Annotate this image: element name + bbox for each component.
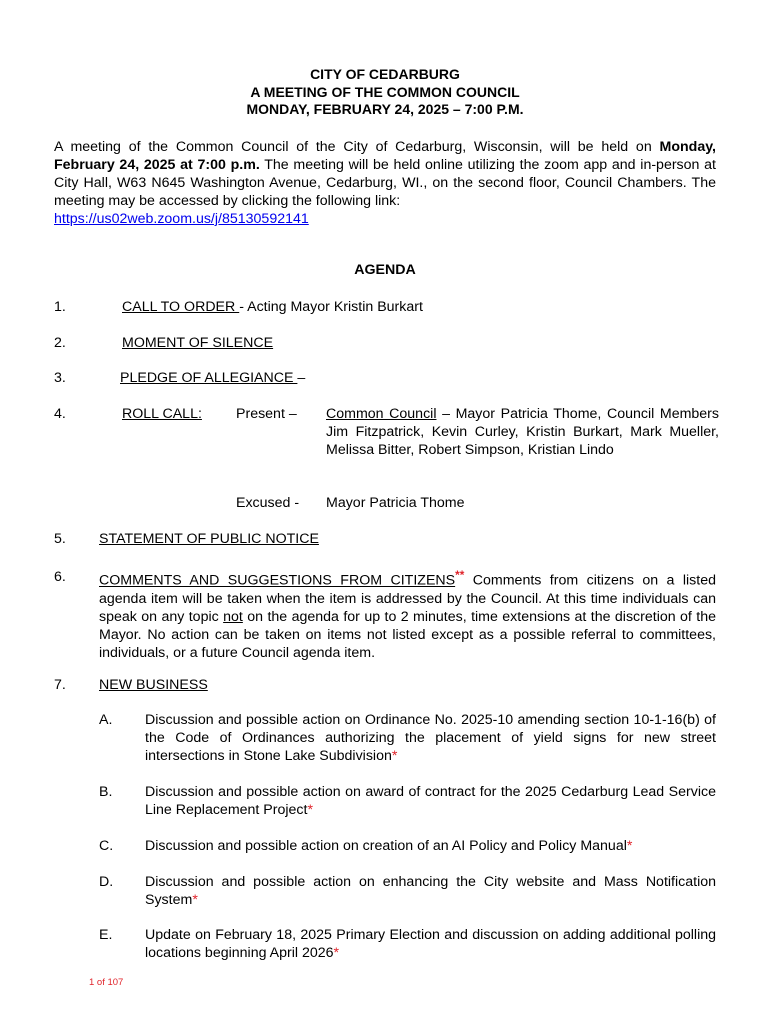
- sub-e-body: Update on February 18, 2025 Primary Election and discussion on adding additional polling locations beginning April 2026: [145, 927, 716, 961]
- sub-e-letter: E.: [99, 927, 113, 943]
- item-2-number: 2.: [54, 335, 66, 351]
- item-7-number: 7.: [54, 677, 66, 693]
- sub-a-body: Discussion and possible action on Ordinance No. 2025-10 amending section 10-1-16(b) of the Code of Ordinances authorizing the placement of yield signs for new street intersections in Stone Lake Subdivision: [145, 712, 716, 764]
- sub-b-text: [145, 783, 716, 819]
- item-6-body: [99, 566, 716, 662]
- intro-text-a: A meeting of the Common Council of the City of Cedarburg, Wisconsin, will be held on: [54, 139, 660, 155]
- sub-d-body: Discussion and possible action on enhancing the City website and Mass Notification System: [145, 874, 716, 908]
- sub-d-asterisk: *: [192, 892, 198, 908]
- intro-text-b: The meeting will be held online utilizing the zoom app and in-person at City Hall, W63 N645 Washington Avenue, Cedarburg, WI., on the second floor, Council Chambers. The meeting may be accessed by clicking the following link:: [54, 157, 716, 209]
- double-asterisk: **: [455, 568, 465, 582]
- sub-a-letter: A.: [99, 712, 113, 728]
- intro-date: Monday, February 24, 2025 at 7:00 p.m.: [54, 139, 716, 173]
- item-3-number: 3.: [54, 370, 66, 386]
- sub-c-body: Discussion and possible action on creation of an AI Policy and Policy Manual: [145, 838, 627, 854]
- sub-a-text: [145, 711, 716, 765]
- header-meeting: A MEETING OF THE COMMON COUNCIL: [250, 84, 520, 100]
- sub-b-letter: B.: [99, 784, 113, 800]
- sub-e-asterisk: *: [333, 945, 340, 961]
- item-7-title: NEW BUSINESS: [99, 677, 208, 693]
- sub-b-body: Discussion and possible action on award of contract for the 2025 Cedarburg Lead Service Line Replacement Project: [145, 784, 716, 818]
- agenda-title: AGENDA: [354, 262, 416, 278]
- sub-d-text: [145, 873, 716, 909]
- present-label: Present –: [236, 406, 297, 422]
- present-text: – Mayor Patricia Thome, Council Members Jim Fitzpatrick, Kevin Curley, Kristin Burkart, Mark Mueller, Melissa Bitter, Robert Simpson, Kristian Lindo: [326, 406, 719, 458]
- item-4-number: 4.: [54, 406, 66, 422]
- item-6-text-b: on the agenda for up to 2 minutes, time extensions at the discretion of the Mayor. No action can be taken on items not listed except as a possible referral to committees, individuals, or a future Council agenda item.: [99, 608, 716, 661]
- item-3-rest: –: [297, 370, 306, 386]
- header-date: MONDAY, FEBRUARY 24, 2025 – 7:00 P.M.: [246, 101, 524, 117]
- item-6-text-a: Comments from citizens on a listed agenda item will be taken when the item is addressed by the Council. At this time individuals can speak on any topic: [99, 572, 717, 625]
- item-6-number: 6.: [54, 569, 66, 585]
- intro-paragraph: [54, 138, 716, 228]
- excused-text: Mayor Patricia Thome: [326, 495, 465, 511]
- sub-c-text: [145, 837, 716, 855]
- item-1-title: CALL TO ORDER: [122, 299, 240, 315]
- sub-d-letter: D.: [99, 874, 114, 890]
- sub-b-asterisk: *: [307, 802, 313, 818]
- item-5-title: STATEMENT OF PUBLIC NOTICE: [99, 531, 319, 547]
- zoom-link[interactable]: https://us02web.zoom.us/j/85130592141: [54, 211, 309, 227]
- present-head: Common Council: [326, 406, 437, 422]
- present-list: [326, 405, 719, 459]
- item-1-rest: - Acting Mayor Kristin Burkart: [239, 299, 423, 315]
- header-city: CITY OF CEDARBURG: [310, 66, 460, 82]
- page-number: 1 of 107: [89, 977, 124, 988]
- item-1-number: 1.: [54, 299, 66, 315]
- item-5-number: 5.: [54, 531, 66, 547]
- sub-e-text: [145, 926, 716, 962]
- item-6-not: not: [223, 608, 243, 625]
- sub-c-asterisk: *: [626, 838, 633, 854]
- excused-label: Excused -: [236, 495, 300, 511]
- item-1: [122, 298, 423, 316]
- item-3-title: PLEDGE OF ALLEGIANCE: [120, 370, 298, 386]
- item-3: [120, 369, 305, 387]
- item-4-title: ROLL CALL:: [122, 406, 202, 422]
- item-2-title: MOMENT OF SILENCE: [122, 335, 274, 351]
- sub-a-asterisk: *: [391, 748, 398, 764]
- item-6-title: COMMENTS AND SUGGESTIONS FROM CITIZENS: [99, 572, 456, 589]
- sub-c-letter: C.: [99, 838, 114, 854]
